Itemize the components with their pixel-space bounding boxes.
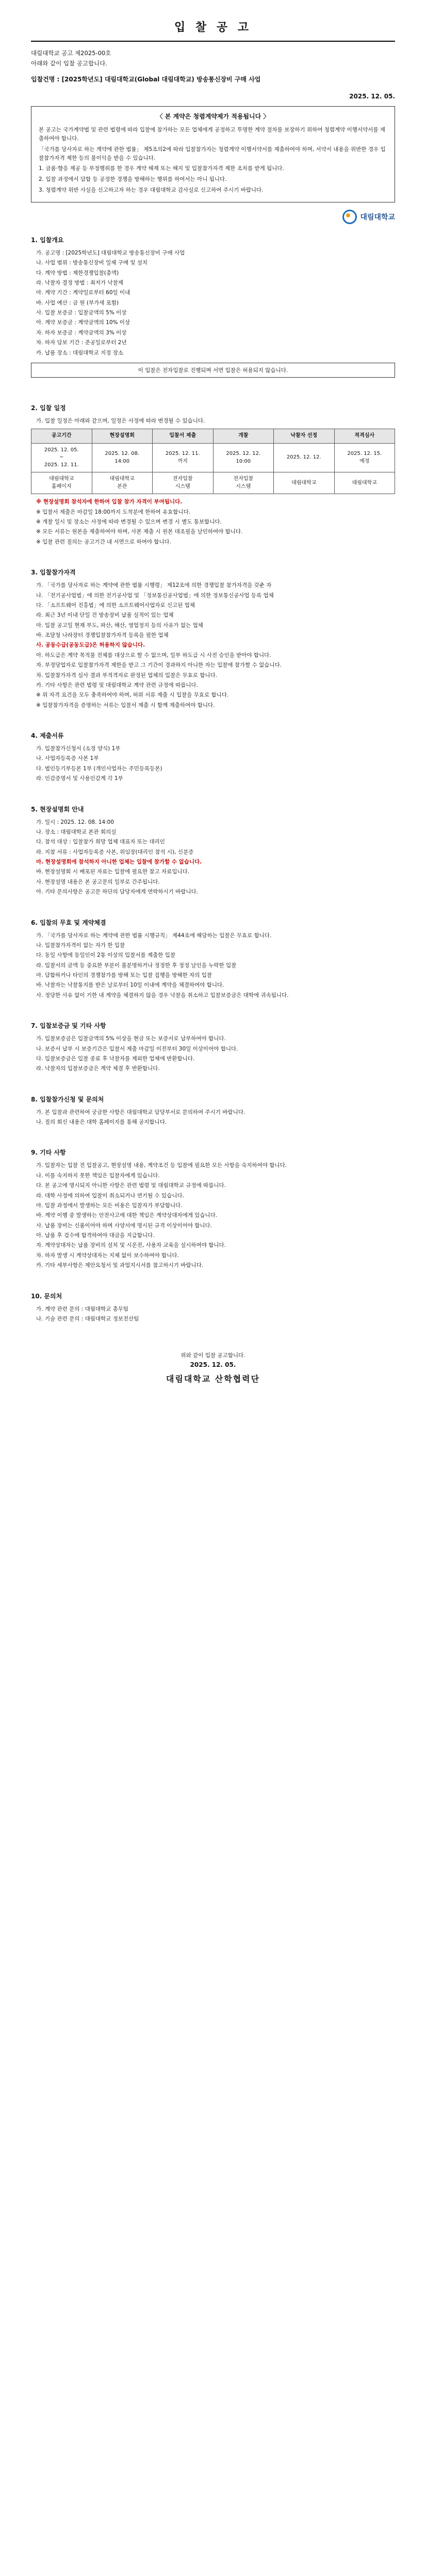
note-item: ※ 모든 서류는 원본을 제출하여야 하며, 사본 제출 시 원본 대조필을 날인하여야 합니다. xyxy=(36,529,243,535)
list-item: 가. 「국가를 당사자로 하는 계약에 관한 법률 시행령」 제12조에 의한 경쟁입찰 참가자격을 갖춘 자 xyxy=(36,582,272,589)
list-item: 라. 대학 사정에 의하여 입찰이 취소되거나 연기될 수 있습니다. xyxy=(36,1192,184,1199)
list-item: 다. 동일 사항에 동일인이 2통 이상의 입찰서를 제출한 입찰 xyxy=(36,952,176,959)
list-item: 라. 입찰서의 금액 등 중요한 부분이 불분명하거나 정정한 후 정정 날인을 누락한 입찰 xyxy=(36,962,237,969)
list-item: 나. 질의 회신 내용은 대학 홈페이지를 통해 공지합니다. xyxy=(36,1119,167,1126)
section xyxy=(31,1021,395,1086)
integrity-notice-paragraph: 2. 입찰 과정에서 담합 등 공정한 경쟁을 방해하는 행위를 하여서는 아니 됩니다. xyxy=(39,176,227,183)
section-title: 5. 현장설명회 안내 xyxy=(31,805,84,813)
schedule-table xyxy=(31,429,395,494)
section-spacer xyxy=(31,710,395,722)
list-item: 자. 부정당업자로 입찰참가자격 제한을 받고 그 기간이 경과하지 아니한 자는 입찰에 참가할 수 없습니다. xyxy=(36,662,282,669)
list-item: 바. 계약 이행 중 발생하는 안전사고에 대한 책임은 계약상대자에게 있습니다. xyxy=(36,1212,218,1219)
list-item: 차. 하자 발생 시 계약상대자는 지체 없이 보수하여야 합니다. xyxy=(36,1252,179,1259)
integrity-notice-body xyxy=(39,126,387,195)
highlight-box: 이 입찰은 전자입찰로 진행되며 서면 입찰은 허용되지 않습니다. xyxy=(31,363,395,378)
list-item: 다. 계약 방법 : 제한경쟁입찰(총액) xyxy=(36,269,119,276)
table-header-cell: 개찰 xyxy=(213,429,274,444)
list-item: 마. 입찰 공고일 현재 부도, 파산, 해산, 영업정지 등의 사유가 없는 업체 xyxy=(36,622,203,629)
list-item: 자. 계약상대자는 납품 장비의 설치 및 시운전, 사용자 교육을 실시하여야 합니다. xyxy=(36,1242,226,1249)
section-spacer xyxy=(31,1127,395,1139)
section-spacer xyxy=(31,1324,395,1335)
table-header-cell: 현장설명회 xyxy=(92,429,153,444)
list-item: 나. 기술 관련 문의 : 대림대학교 정보전산팀 xyxy=(36,1315,139,1322)
list-item: 가. 본 입찰과 관련하여 궁금한 사항은 대림대학교 담당부서로 문의하여 주시기 바랍니다. xyxy=(36,1109,245,1115)
list-item: 가. 공고명 : [2025학년도] 대림대학교 방송통신장비 구매 사업 xyxy=(36,249,185,256)
table-header-row xyxy=(31,429,395,444)
note-item: ※ 입찰서 제출은 마감일 18:00까지 도착분에 한하여 유효합니다. xyxy=(36,509,191,515)
table-cell: 2025. 12. 08. 14:00 xyxy=(92,443,153,472)
list-item: 사. 공동수급(공동도급)은 허용하지 않습니다. xyxy=(36,642,145,649)
header-line: 아래와 같이 입찰 공고합니다. xyxy=(31,60,107,67)
footer-date: 2025. 12. 05. xyxy=(190,1361,236,1368)
list-item: 나. 장소 : 대림대학교 본관 회의실 xyxy=(36,828,117,835)
list-item: 차. 하자 담보 기간 : 준공일로부터 2년 xyxy=(36,340,127,346)
note-item: ※ 개찰 일시 및 장소는 사정에 따라 변경될 수 있으며 변경 시 별도 통보합니다. xyxy=(36,519,222,526)
section-title: 7. 입찰보증금 및 기타 사항 xyxy=(31,1022,106,1030)
section-spacer xyxy=(31,1001,395,1012)
list-item: 아. 납품 후 검수에 합격하여야 대금을 지급합니다. xyxy=(36,1232,155,1239)
header-line: 대림대학교 공고 제2025-00호 xyxy=(31,49,111,57)
list-item: 라. 최근 3년 이내 단일 건 방송장비 납품 실적이 있는 업체 xyxy=(36,612,174,619)
integrity-notice-heading: 〈 본 계약은 청렴계약제가 적용됩니다 〉 xyxy=(156,113,270,120)
section xyxy=(31,918,395,1012)
table-header-cell: 낙찰자 선정 xyxy=(274,429,335,444)
list-item: 나. 사업 범위 : 방송통신장비 일체 구매 및 설치 xyxy=(36,260,148,266)
list-item: 라. 낙찰자의 입찰보증금은 계약 체결 후 반환합니다. xyxy=(36,1065,160,1072)
list-item: 다. 법인등기부등본 1부 (개인사업자는 주민등록등본) xyxy=(36,765,162,772)
section xyxy=(31,1148,395,1282)
footer xyxy=(31,1351,395,1384)
footer-note: 위와 같이 입찰 공고합니다. xyxy=(181,1352,245,1359)
integrity-notice-paragraph: 1. 금품·향응 제공 등 부정행위를 한 경우 계약 해제 또는 해지 및 입찰참가자격 제한 조치를 받게 됩니다. xyxy=(39,165,284,172)
section xyxy=(31,403,395,558)
section-title: 4. 제출서류 xyxy=(31,732,64,740)
list-item: 사. 입찰 보증금 : 입찰금액의 5% 이상 xyxy=(36,310,127,316)
section-title: 8. 입찰참가신청 및 문의처 xyxy=(31,1095,104,1103)
section-title: 6. 입찰의 무효 및 계약체결 xyxy=(31,919,106,926)
list-item: 다. 입찰보증금은 입찰 종료 후 낙찰자를 제외한 업체에 반환합니다. xyxy=(36,1055,195,1062)
list-item: 나. 사업자등록증 사본 1부 xyxy=(36,755,99,762)
section xyxy=(31,1292,395,1336)
university-logo-text: 대림대학교 xyxy=(360,213,395,222)
table-cell: 2025. 12. 12. 10:00 xyxy=(213,443,274,472)
list-item: 바. 낙찰자는 낙찰통지를 받은 날로부터 10일 이내에 계약을 체결하여야 합니다. xyxy=(36,982,224,989)
integrity-notice-paragraph: 본 공고는 국가계약법 및 관련 법령에 따라 입찰에 참가하는 모든 업체에게 공정하고 투명한 계약 절차를 보장하기 위하여 청렴계약 이행서약서를 제출하여야 합니다. xyxy=(39,127,385,142)
integrity-notice-paragraph: 「국가를 당사자로 하는 계약에 관한 법률」 제5조의2에 따라 입찰참가자는 청렴계약 이행서약서를 제출하여야 하며, 서약서 내용을 위반한 경우 입찰참가자격 제한 등의 불이익을 받을 수 있습니다. xyxy=(39,146,386,161)
sections-container xyxy=(31,235,395,1336)
table-header-cell: 공고기간 xyxy=(31,429,92,444)
table-cell: 2025. 12. 11. 까지 xyxy=(153,443,214,472)
list-item: 바. 조달청 나라장터 경쟁입찰참가자격 등록을 필한 업체 xyxy=(36,632,169,639)
list-item: 나. 입찰참가자격이 없는 자가 한 입찰 xyxy=(36,942,125,948)
notice-date: 2025. 12. 05. xyxy=(349,93,395,100)
footer-organization: 대림대학교 산학협력단 xyxy=(166,1374,260,1384)
list-item: 사. 납품 장비는 신품이어야 하며 사양서에 명시된 규격 이상이어야 합니다. xyxy=(36,1222,212,1229)
university-logo xyxy=(342,210,395,224)
note-item: ※ 입찰 관련 질의는 공고기간 내 서면으로 하여야 합니다. xyxy=(36,538,171,545)
table-header-cell: 적격심사 xyxy=(334,429,395,444)
table-cell: 전자입찰 시스템 xyxy=(153,472,214,494)
section-title: 1. 입찰개요 xyxy=(31,236,64,244)
list-item: 다. 「소프트웨어 진흥법」에 의한 소프트웨어사업자로 신고된 업체 xyxy=(36,602,195,608)
list-item: 다. 본 공고에 명시되지 아니한 사항은 관련 법령 및 대림대학교 규정에 따릅니다. xyxy=(36,1182,226,1189)
table-cell: 전자입찰 시스템 xyxy=(213,472,274,494)
list-item: 카. 기타 세부사항은 제안요청서 및 과업지시서를 참고하시기 바랍니다. xyxy=(36,1262,204,1269)
list-item: 가. 「국가를 당사자로 하는 계약에 관한 법률 시행규칙」 제44조에 해당하는 입찰은 무효로 합니다. xyxy=(36,932,272,939)
section xyxy=(31,805,395,909)
list-item: ※ 입찰참가자격을 증명하는 서류는 입찰서 제출 시 함께 제출하여야 합니다. xyxy=(36,702,215,708)
list-item: 바. 사업 예산 : 금 원 (부가세 포함) xyxy=(36,299,119,306)
list-item: 가. 일시 : 2025. 12. 08. 14:00 xyxy=(36,819,114,825)
section xyxy=(31,1095,395,1139)
section-spacer xyxy=(31,784,395,795)
list-item: 차. 입찰참가자격 심사 결과 부적격자로 판정된 업체의 입찰은 무효로 합니다. xyxy=(36,672,218,679)
table-cell: 대림대학교 xyxy=(274,472,335,494)
note-item: ※ 현장설명회 참석자에 한하여 입찰 참가 자격이 부여됩니다. xyxy=(36,499,183,505)
list-item: 카. 기타 사항은 관련 법령 및 대림대학교 계약 관련 규정에 따릅니다. xyxy=(36,682,198,688)
list-item: 가. 입찰 일정은 아래와 같으며, 일정은 사정에 따라 변경될 수 있습니다. xyxy=(36,417,205,424)
table-cell: 2025. 12. 05. ~ 2025. 12. 11. xyxy=(31,443,92,472)
integrity-notice-box xyxy=(31,106,395,202)
section xyxy=(31,235,395,394)
section-spacer xyxy=(31,1074,395,1086)
section-title: 9. 기타 사항 xyxy=(31,1149,66,1157)
list-item: 다. 참석 대상 : 입찰참가 희망 업체 대표자 또는 대리인 xyxy=(36,839,165,845)
title-divider xyxy=(31,41,395,42)
table-cell: 2025. 12. 15. 예정 xyxy=(334,443,395,472)
list-item: 사. 현장설명 내용은 본 공고문의 일부로 간주됩니다. xyxy=(36,878,160,885)
list-item: ※ 위 자격 요건을 모두 충족하여야 하며, 허위 서류 제출 시 입찰을 무효로 합니다. xyxy=(36,692,229,699)
university-logo-icon xyxy=(342,210,357,224)
header-lines xyxy=(31,49,395,67)
section-title: 3. 입찰참가자격 xyxy=(31,569,76,577)
section xyxy=(31,568,395,722)
section-title: 10. 문의처 xyxy=(31,1292,62,1300)
list-item: 마. 현장설명회에 참석하지 아니한 업체는 입찰에 참가할 수 없습니다. xyxy=(36,859,202,866)
table-cell: 대림대학교 홈페이지 xyxy=(31,472,92,494)
list-item: 자. 하자 보증금 : 계약금액의 3% 이상 xyxy=(36,329,127,336)
section-spacer xyxy=(31,1271,395,1282)
list-item: 나. 보증서 납부 시 보증기간은 입찰서 제출 마감일 이전부터 30일 이상이어야 합니다. xyxy=(36,1045,238,1052)
list-item: 라. 인감증명서 및 사용인감계 각 1부 xyxy=(36,775,123,782)
list-item: 마. 계약 기간 : 계약일로부터 60일 이내 xyxy=(36,290,130,296)
list-item: 나. 「전기공사업법」에 의한 전기공사업 및 「정보통신공사업법」에 의한 정보통신공사업 등록 업체 xyxy=(36,592,274,599)
section-title: 2. 입찰 일정 xyxy=(31,404,66,412)
list-item: 가. 계약 관련 문의 : 대림대학교 총무팀 xyxy=(36,1306,129,1312)
list-item: 바. 현장설명회 시 배포된 자료는 입찰에 필요한 참고 자료입니다. xyxy=(36,869,190,875)
table-cell: 대림대학교 xyxy=(334,472,395,494)
integrity-notice-paragraph: 3. 청렴계약 위반 사실을 신고하고자 하는 경우 대림대학교 감사실로 신고하여 주시기 바랍니다. xyxy=(39,187,264,193)
table-row xyxy=(31,443,395,472)
list-item: 카. 납품 장소 : 대림대학교 지정 장소 xyxy=(36,349,123,356)
project-name: 입찰건명 : [2025학년도] 대림대학교(Global 대림대학교) 방송통신장비 구매 사업 xyxy=(31,76,261,83)
table-row xyxy=(31,472,395,494)
table-cell: 2025. 12. 12. xyxy=(274,443,335,472)
logo-row xyxy=(31,210,395,224)
section-spacer xyxy=(31,383,395,394)
list-item: 가. 입찰자는 입찰 전 입찰공고, 현장설명 내용, 계약조건 등 입찰에 필요한 모든 사항을 숙지하여야 합니다. xyxy=(36,1162,287,1169)
list-item: 나. 이를 숙지하지 못한 책임은 입찰자에게 있습니다. xyxy=(36,1172,160,1179)
page-title: 입 찰 공 고 xyxy=(174,21,252,34)
list-item: 사. 정당한 사유 없이 기한 내 계약을 체결하지 않을 경우 낙찰을 취소하고 입찰보증금은 대학에 귀속됩니다. xyxy=(36,992,289,998)
list-item: 아. 계약 보증금 : 계약금액의 10% 이상 xyxy=(36,319,130,326)
list-item: 마. 입찰 과정에서 발생하는 모든 비용은 입찰자가 부담합니다. xyxy=(36,1202,183,1209)
list-item: 마. 담합하거나 타인의 경쟁참가를 방해 또는 입찰 집행을 방해한 자의 입찰 xyxy=(36,972,212,979)
list-item: 라. 낙찰자 결정 방법 : 최저가 낙찰제 xyxy=(36,279,123,286)
list-item: 라. 지참 서류 : 사업자등록증 사본, 위임장(대리인 참석 시), 신분증 xyxy=(36,849,194,855)
list-item: 아. 하도급은 계약 목적물 전체를 대상으로 할 수 없으며, 일부 하도급 시 사전 승인을 받아야 합니다. xyxy=(36,652,271,658)
table-cell: 대림대학교 본관 xyxy=(92,472,153,494)
list-item: 가. 입찰참가신청서 (소정 양식) 1부 xyxy=(36,745,121,752)
section-spacer xyxy=(31,897,395,909)
section-spacer xyxy=(31,547,395,558)
list-item: 가. 입찰보증금은 입찰금액의 5% 이상을 현금 또는 보증서로 납부하여야 합니다. xyxy=(36,1036,226,1042)
section xyxy=(31,731,395,795)
table-header-cell: 입찰서 제출 xyxy=(153,429,214,444)
list-item: 아. 기타 문의사항은 공고문 하단의 담당자에게 연락하시기 바랍니다. xyxy=(36,889,199,895)
